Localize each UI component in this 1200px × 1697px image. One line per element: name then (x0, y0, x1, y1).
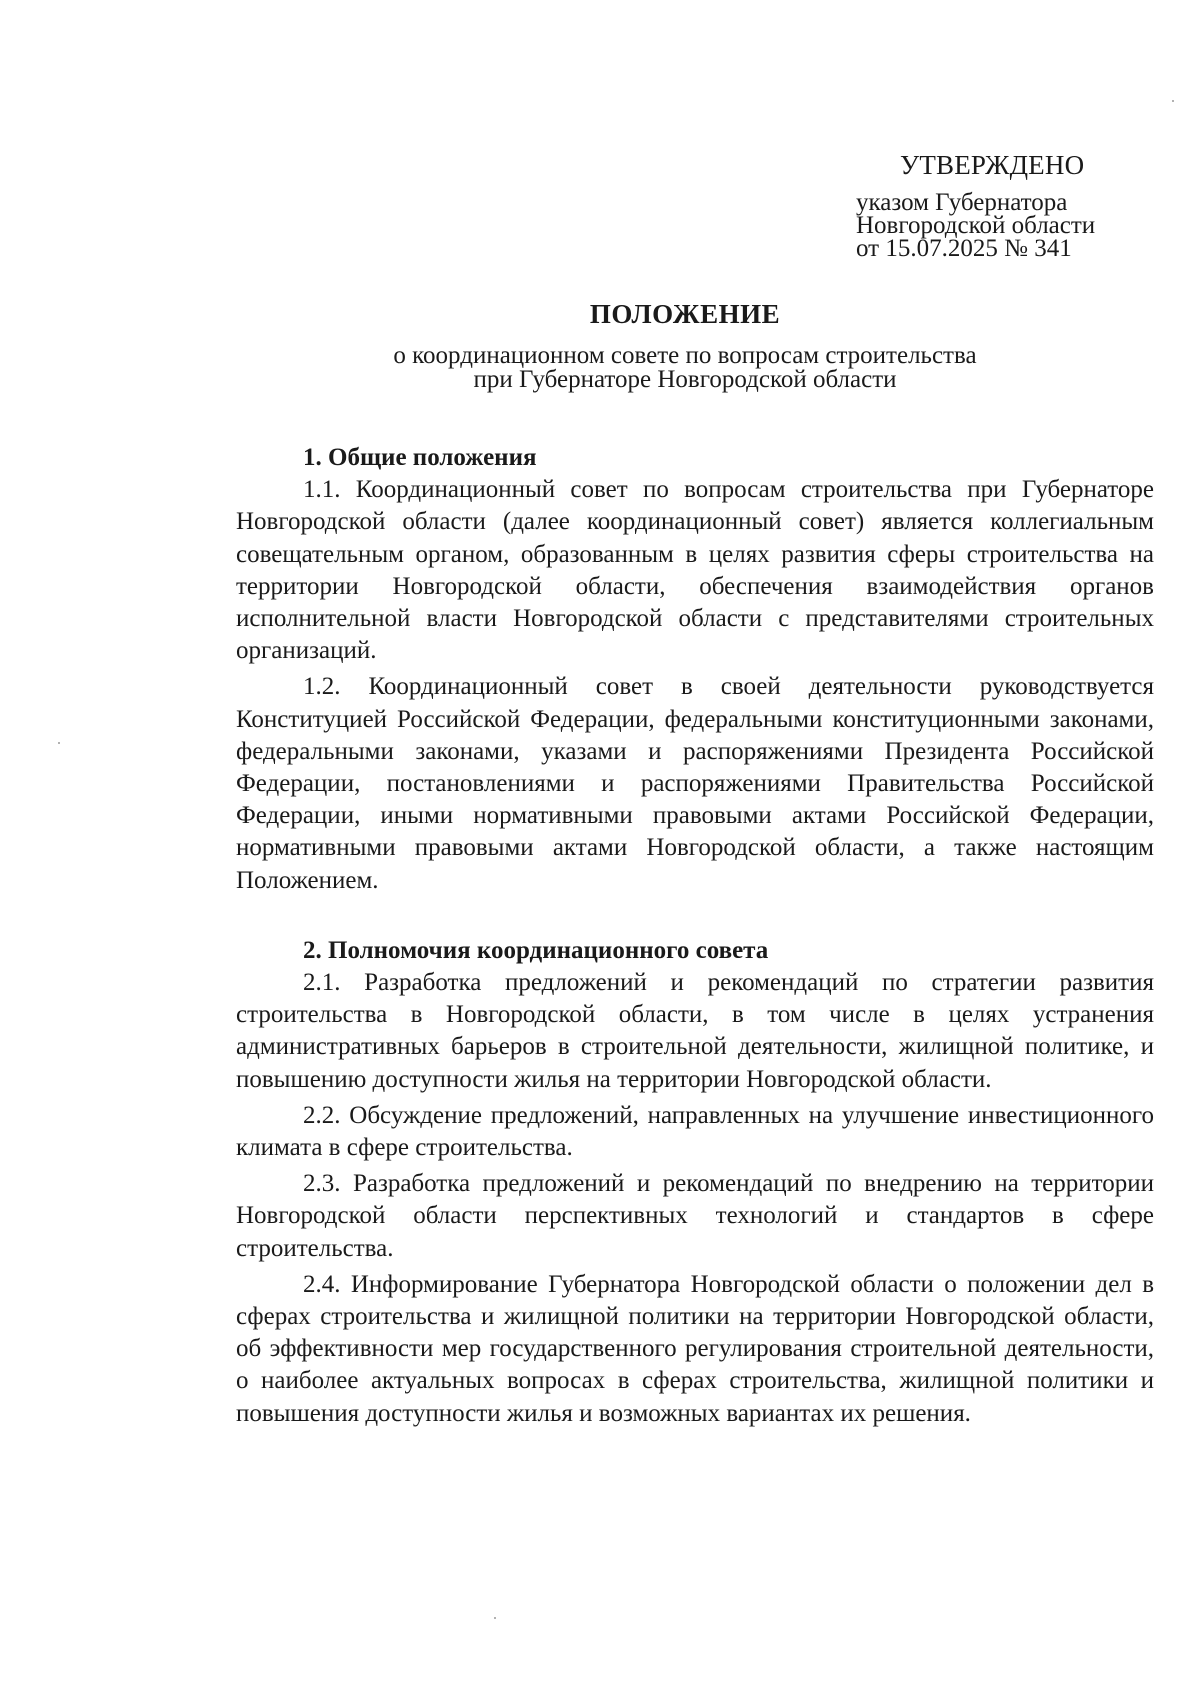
scan-speck (58, 742, 60, 744)
approval-line: от 15.07.2025 № 341 (856, 235, 1072, 262)
approval-stamp (856, 150, 1156, 260)
title-block (220, 296, 1150, 392)
approved-label: УТВЕРЖДЕНО (900, 150, 1085, 180)
paragraph-2-3: 2.3. Разработка предложений и рекомендаций по внедрению на территории Новгородской области перспективных технологий и стандартов в сфере строительства. (236, 1170, 1154, 1262)
approval-line: указом Губернатора (856, 189, 1068, 216)
document-subtitle-line: при Губернаторе Новгородской области (473, 366, 897, 393)
section-heading: 2. Полномочия координационного совета (303, 936, 769, 964)
document-title: ПОЛОЖЕНИЕ (589, 299, 781, 329)
section-general-provisions (236, 442, 1154, 897)
document-subtitle-line: о координационном совете по вопросам строительства (393, 342, 977, 369)
paragraph-2-1: 2.1. Разработка предложений и рекомендаций по стратегии развития строительства в Новгородской области, в том числе в целях устранения административных барьеров в строительной деятельности, жилищной политике, и повышению доступности жилья на территории Новгородской области. (236, 969, 1154, 1093)
paragraph-2-2: 2.2. Обсуждение предложений, направленных на улучшение инвестиционного климата в сфере строительства. (236, 1101, 1154, 1162)
scan-speck (1172, 100, 1174, 102)
section-heading: 1. Общие положения (303, 444, 537, 471)
paragraph-1-2: 1.2. Координационный совет в своей деятельности руководствуется Конституцией Российской Федерации, федеральными конституционными законами, федеральными законами, указами и распоряжениями Президента Российской Федерации, постановлениями и распоряжениями Правительства Российской Федерации, иными нормативными правовыми актами Российской Федерации, нормативными правовыми актами Новгородской области, а также настоящим Положением. (236, 673, 1154, 894)
scan-speck (494, 1617, 496, 1619)
approval-line: Новгородской области (856, 212, 1096, 239)
paragraph-1-1: 1.1. Координационный совет по вопросам строительства при Губернаторе Новгородской области (далее координационный совет) является коллегиальным совещательным органом, образованным в целях развития сферы строительства на территории Новгородской области, обеспечения взаимодействия органов исполнительной власти Новгородской области с представителями строительных организаций. (236, 476, 1154, 665)
paragraph-2-4: 2.4. Информирование Губернатора Новгородской области о положении дел в сферах строительства и жилищной политики на территории Новгородской области, об эффективности мер государственного регулирования строительной деятельности, о наиболее актуальных вопросах в сферах строительства, жилищной политики и повышения доступности жилья и возможных вариантах их решения. (236, 1270, 1154, 1427)
document-body (236, 442, 1154, 1434)
section-powers (236, 935, 1154, 1430)
